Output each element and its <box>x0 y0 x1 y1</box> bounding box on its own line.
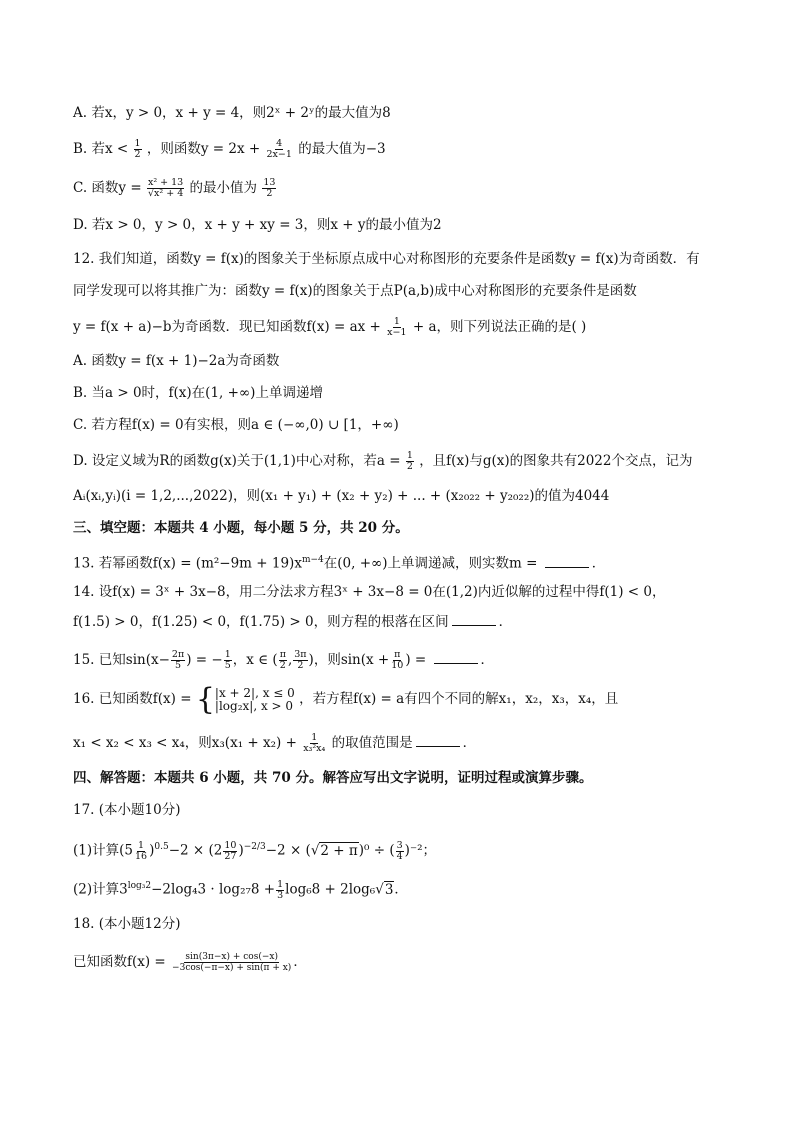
q15: 15. 已知sin(x− $\frac{2\pi}{5}$ ) = − $\frac{1}{5}$ ，x ∈ ( $\frac{\pi}{2}$ , $\frac{3\pi}{2}$ )，则sin(x + $\frac{\pi}{10}$ ) = ． <box>73 649 495 671</box>
q18-title: 18. (本小题12分) <box>73 916 181 932</box>
q12-option-c: C. 若方程f(x) = 0有实根，则a ∈ (−∞,0) ∪ [1，+∞) <box>73 417 399 433</box>
fraction: $\frac{\pi}{10}$ <box>391 649 404 671</box>
piecewise-function: { |x + 2|, x ≤ 0 |log₂x|, x > 0 <box>195 681 295 717</box>
q17-title: 17. (本小题10分) <box>73 802 181 818</box>
q17-part2: (2)计算$3^{log_32}-2\log_43 \cdot \log_{27}8$ + $\frac{1}{3}$ log₆8 + 2log₆√3． <box>73 878 408 901</box>
answer-blank[interactable] <box>416 734 460 747</box>
q14-line2: f(1.5) > 0，f(1.25) < 0，f(1.75) > 0，则方程的根落在区间 ． <box>73 614 513 630</box>
fraction: $\frac{3}{4}$ <box>396 839 403 862</box>
q12-stem-line1: 12. 我们知道，函数y = f(x)的图象关于坐标原点成中心对称图形的充要条件是函数y = f(x)为奇函数．有 <box>73 251 700 267</box>
fraction: $\frac{1}{2}$ <box>406 450 413 472</box>
fraction: $\frac{\sin(3\pi-x) + \cos(-x)}{-3\cos(-\pi-x) + \sin(\pi + x)}$ <box>172 952 292 973</box>
fraction: $\frac{1}{16}$ <box>134 839 148 862</box>
fraction: $\frac{1}{\text{x₃²x₄}}$ <box>303 732 326 754</box>
section-3-heading: 三、填空题：本题共 4 小题，每小题 5 分，共 20 分。 <box>73 520 409 536</box>
section-4-heading: 四、解答题：本题共 6 小题，共 70 分。解答应写出文字说明，证明过程或演算步骤。 <box>73 770 593 786</box>
q16-line1: 16. 已知函数f(x) = { |x + 2|, x ≤ 0 |log₂x|, x > 0 ，若方程f(x) = a有四个不同的解x₁，x₂，x₃，x₄，且 <box>73 681 619 717</box>
q11-option-b: B. 若x < $\frac{1}{2}$ ，则函数y = 2x + $\frac{4}{2x-1}$ 的最大值为−3 <box>73 138 386 160</box>
q12-option-d: D. 设定义域为R的函数g(x)关于(1,1)中心对称，若a = $\frac{1}{2}$ ，且f(x)与g(x)的图象共有2022个交点，记为 <box>73 450 693 472</box>
fraction: $\frac{1}{2}$ <box>134 138 141 160</box>
answer-blank[interactable] <box>452 613 496 626</box>
q11-option-a: A. 若x，y > 0，x + y = 4，则2ˣ + 2ʸ的最大值为8 <box>73 105 391 121</box>
q12-stem-line3: y = f(x + a)−b为奇函数．现已知函数f(x) = ax + $\frac{1}{x-1}$ + a，则下列说法正确的是( ) <box>73 316 587 338</box>
fraction: $\frac{13}{2}$ <box>263 177 276 199</box>
fraction: $\frac{1}{3}$ <box>277 878 284 901</box>
answer-blank[interactable] <box>434 651 478 664</box>
fraction: $\frac{1}{x-1}$ <box>387 316 407 338</box>
q14-line1: 14. 设f(x) = 3ˣ + 3x−8，用二分法求方程3ˣ + 3x−8 = 0在(1,2)内近似解的过程中得f(1) < 0， <box>73 584 666 600</box>
fraction: $\frac{\text{x² + 13}}{\text{√x² + 4}}$ <box>147 177 184 199</box>
q13: 13. 若幂函数$f(x) = (m^2-9m + 19)x^{m-4}$在(0, +∞)上单调递减，则实数m = ． <box>73 555 606 572</box>
fraction: $\frac{10}{27}$ <box>224 839 237 862</box>
q11-option-c: C. 函数y = $\frac{\text{x² + 13}}{\text{√x² + 4}}$ 的最小值为 $\frac{13}{2}$ <box>73 177 276 199</box>
fraction: $\frac{3\pi}{2}$ <box>294 649 307 671</box>
q18-stem: 已知函数f(x) = $\frac{\sin(3\pi-x) + \cos(-x)}{-3\cos(-\pi-x) + \sin(\pi + x)}$ ． <box>73 952 307 973</box>
q17-part1: (1)计算(5 $\frac{1}{16}$ )$^{0.5}$−2 × (2 $\frac{10}{27}$ )$^{-2/3}$−2 × (√2 + π)⁰ ÷ ( $\frac{3}{4}$ )⁻²； <box>73 839 436 862</box>
q11-option-d: D. 若x > 0，y > 0，x + y + xy = 3，则x + y的最小值为2 <box>73 217 442 233</box>
q12-option-d-line2: Aᵢ(xᵢ,yᵢ)(i = 1,2,...,2022)，则(x₁ + y₁) + (x₂ + y₂) + ... + (x₂₀₂₂ + y₂₀₂₂)的值为4044 <box>73 488 610 504</box>
fraction: $\frac{1}{5}$ <box>224 649 231 671</box>
fraction: $\frac{\pi}{2}$ <box>279 649 286 671</box>
q16-line2: x₁ < x₂ < x₃ < x₄，则x₃(x₁ + x₂) + $\frac{1}{\text{x₃²x₄}}$ 的取值范围是 ． <box>73 732 477 754</box>
fraction: $\frac{2\pi}{5}$ <box>171 649 185 671</box>
q12-option-a: A. 函数y = f(x + 1)−2a为奇函数 <box>73 353 280 369</box>
q12-stem-line2: 同学发现可以将其推广为：函数y = f(x)的图象关于点P(a,b)成中心对称图形的充要条件是函数 <box>73 283 637 299</box>
fraction: $\frac{4}{2x-1}$ <box>266 138 292 160</box>
answer-blank[interactable] <box>545 555 589 568</box>
q12-option-b: B. 当a > 0时，f(x)在(1, +∞)上单调递增 <box>73 385 323 401</box>
